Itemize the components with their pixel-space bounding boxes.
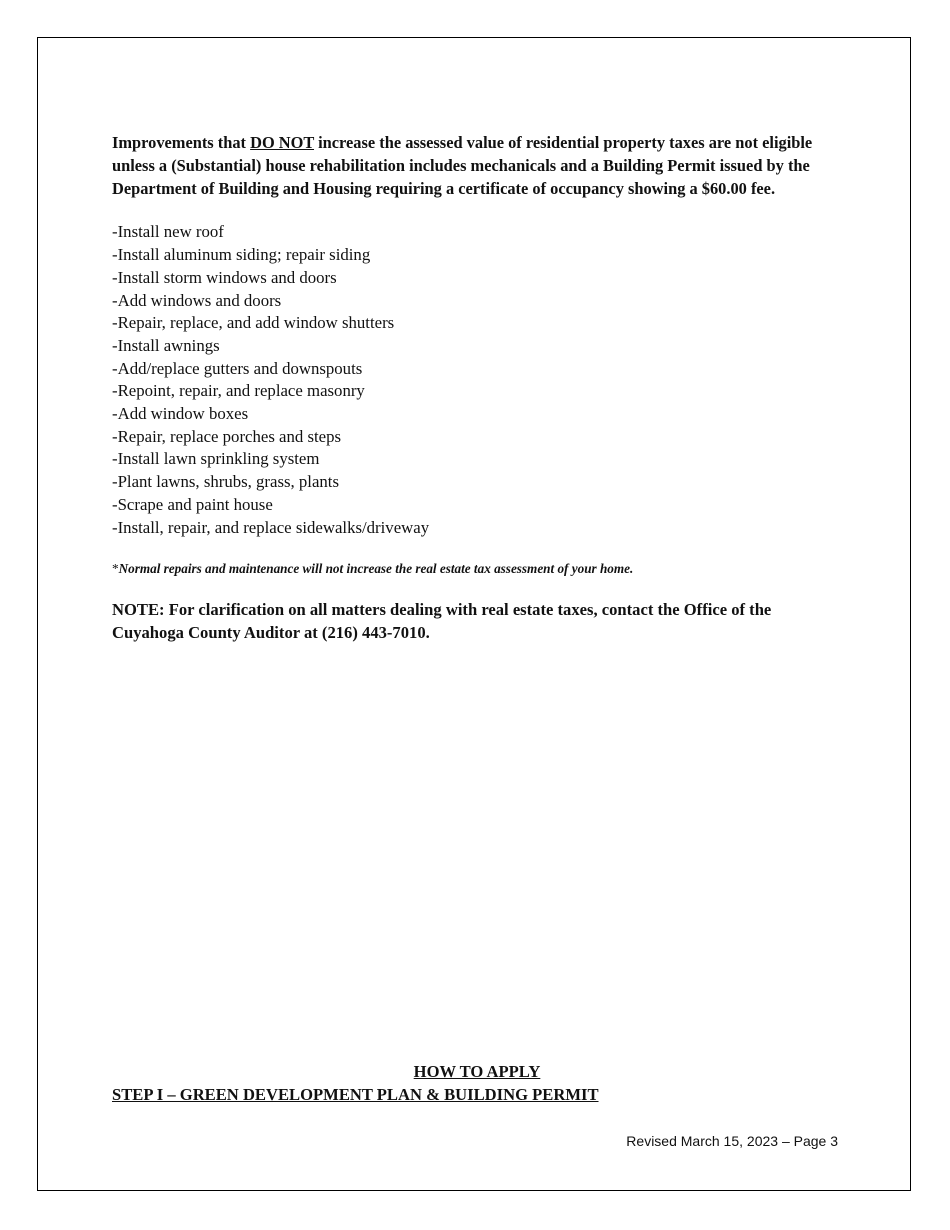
footnote-text: Normal repairs and maintenance will not increase the real estate tax assessment of your home. — [118, 561, 634, 577]
list-item: -Repoint, repair, and replace masonry — [112, 381, 365, 401]
list-item: -Install aluminum siding; repair siding — [112, 245, 371, 265]
list-item: -Add windows and doors — [112, 290, 282, 310]
list-item: -Scrape and paint house — [112, 494, 273, 514]
step-one-heading: STEP I – GREEN DEVELOPMENT PLAN & BUILDING PERMIT — [112, 1085, 599, 1104]
page-content — [112, 132, 842, 644]
intro-text-start: Improvements that — [112, 133, 251, 152]
list-item: -Plant lawns, shrubs, grass, plants — [112, 472, 339, 492]
list-item: -Install, repair, and replace sidewalks/driveway — [112, 517, 430, 537]
footnote-marker: * — [112, 561, 119, 577]
list-item: -Install new roof — [112, 222, 224, 242]
intro-text-end: increase the assessed value of residential property taxes are not eligible unless a (Substantial) house rehabilitation includes mechanicals and a Building Permit issued by the Department of Building and Housing requiring a certificate of occupancy showing a $60.00 fee. — [112, 133, 813, 198]
improvement-list — [112, 221, 842, 539]
auditor-note: NOTE: For clarification on all matters dealing with real estate taxes, contact the Office of the Cuyahoga County Auditor at (216) 443-7010. — [112, 600, 772, 643]
list-item: -Install storm windows and doors — [112, 267, 337, 287]
page-footer: Revised March 15, 2023 – Page 3 — [626, 1133, 838, 1149]
how-to-apply-heading: HOW TO APPLY — [413, 1062, 541, 1081]
list-item: -Install awnings — [112, 335, 220, 355]
how-to-apply-section — [112, 1060, 842, 1106]
list-item: -Repair, replace porches and steps — [112, 426, 342, 446]
list-item: -Add/replace gutters and downspouts — [112, 358, 363, 378]
list-item: -Add window boxes — [112, 404, 249, 424]
list-item: -Repair, replace, and add window shutters — [112, 313, 395, 333]
intro-emphasis: DO NOT — [250, 133, 315, 152]
list-item: -Install lawn sprinkling system — [112, 449, 320, 469]
footnote — [112, 560, 842, 578]
intro-paragraph — [112, 132, 842, 200]
